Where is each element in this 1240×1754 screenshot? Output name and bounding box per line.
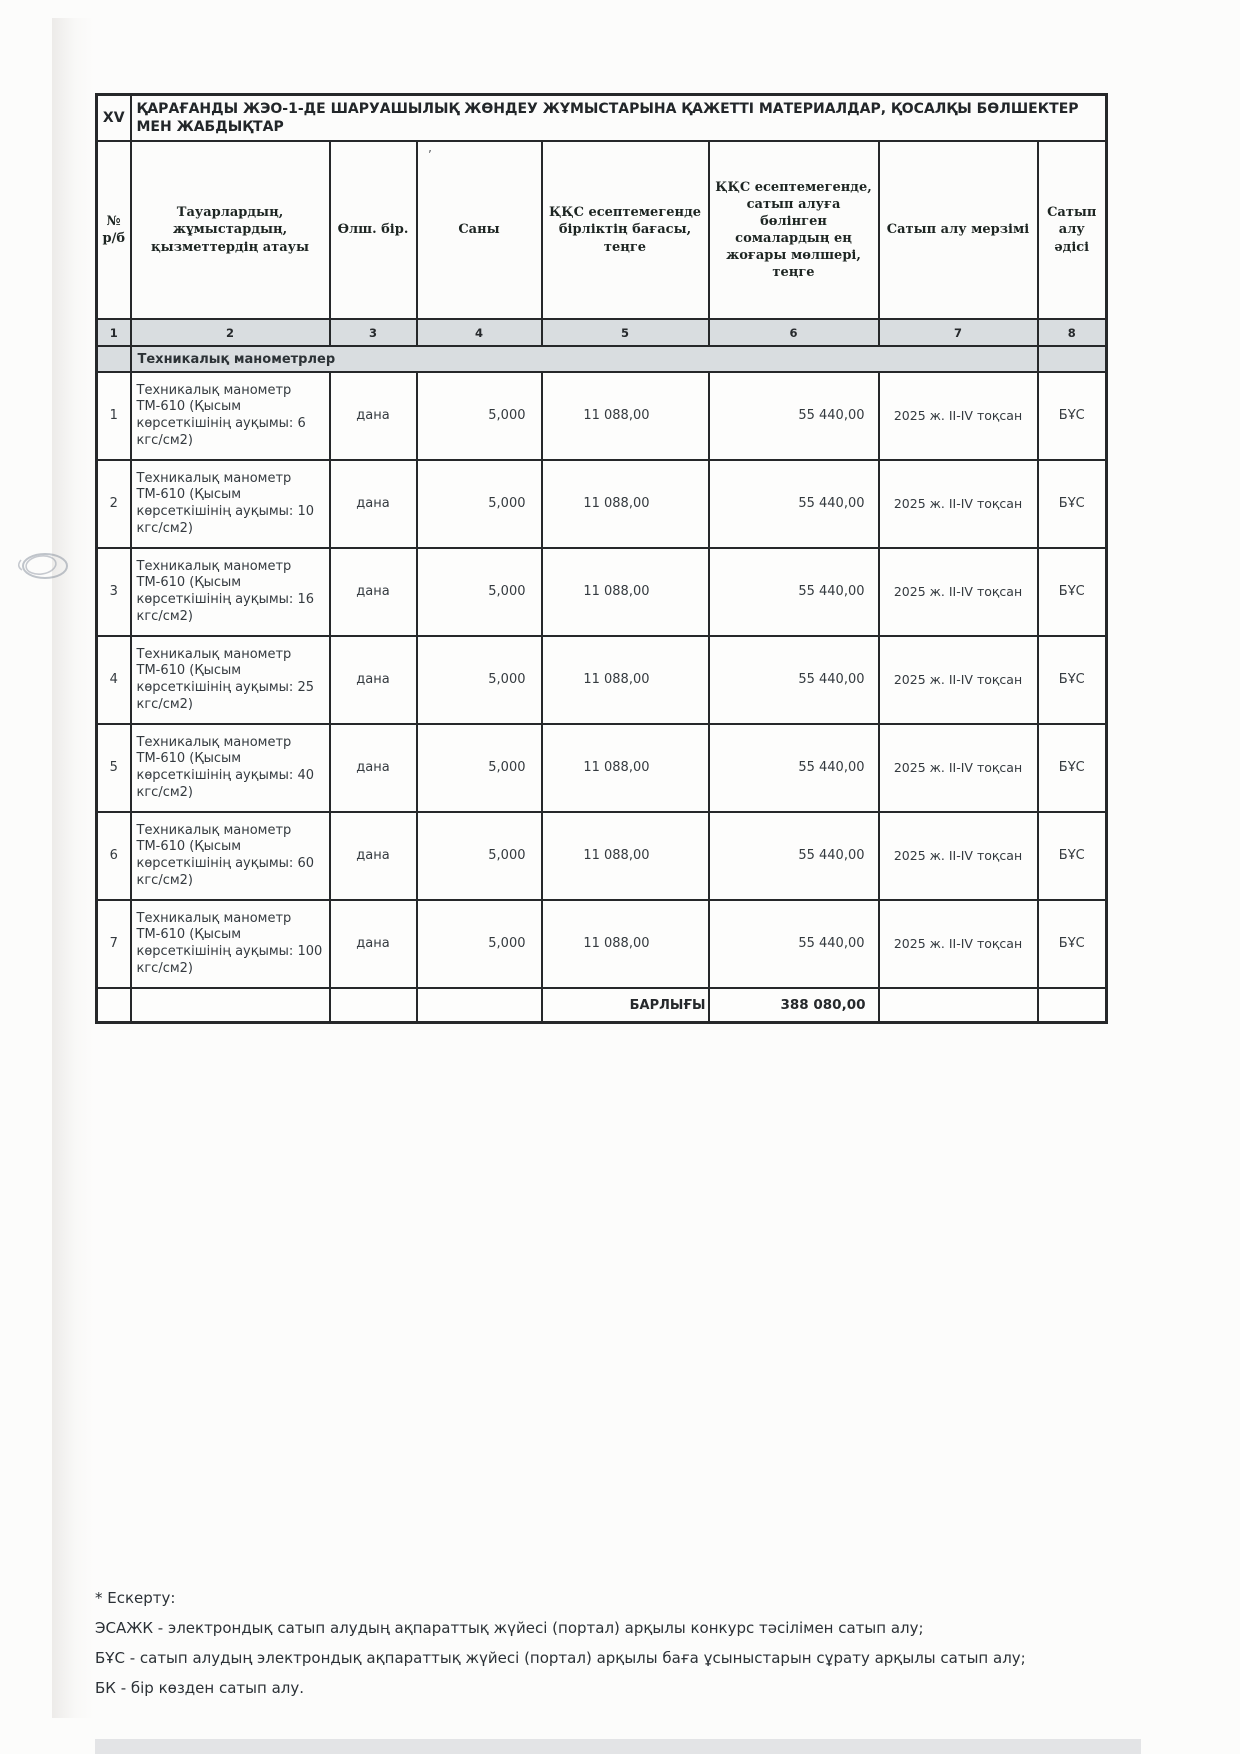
cell-item-name: Техникалық манометр ТМ-610 (Қысым көрсеткішінің ауқымы: 100 кгс/см2): [131, 900, 330, 988]
cell-term: 2025 ж. II-IV тоқсан: [879, 724, 1038, 812]
cell-item-name: Техникалық манометр ТМ-610 (Қысым көрсеткішінің ауқымы: 25 кгс/см2): [131, 636, 330, 724]
column-number-8: 8: [1038, 319, 1107, 346]
procurement-table-wrapper: [95, 93, 1108, 1024]
column-header-7: Сатып алу мерзімі: [879, 141, 1038, 319]
table-row: [97, 724, 1107, 812]
cell-unit: дана: [330, 636, 417, 724]
cell-term: 2025 ж. II-IV тоқсан: [879, 548, 1038, 636]
cell-term: 2025 ж. II-IV тоқсан: [879, 812, 1038, 900]
cell-method: БҰС: [1038, 460, 1107, 548]
cell-unit: дана: [330, 812, 417, 900]
cell-row-number: 5: [97, 724, 131, 812]
total-empty-cell: [1038, 988, 1107, 1023]
cell-item-name: Техникалық манометр ТМ-610 (Қысым көрсеткішінің ауқымы: 6 кгс/см2): [131, 372, 330, 460]
column-number-3: 3: [330, 319, 417, 346]
column-header-5: ҚҚС есептемегенде бірліктің бағасы, теңге: [542, 141, 709, 319]
cell-item-name: Техникалық манометр ТМ-610 (Қысым көрсеткішінің ауқымы: 10 кгс/см2): [131, 460, 330, 548]
column-number-1: 1: [97, 319, 131, 346]
cell-term: 2025 ж. II-IV тоқсан: [879, 460, 1038, 548]
cell-row-number: 4: [97, 636, 131, 724]
header-row: [97, 141, 1107, 319]
cell-max-sum: 55 440,00: [709, 724, 879, 812]
cell-method: БҰС: [1038, 900, 1107, 988]
scan-bottom-strip: [95, 1739, 1141, 1754]
cell-item-name: Техникалық манометр ТМ-610 (Қысым көрсеткішінің ауқымы: 40 кгс/см2): [131, 724, 330, 812]
total-empty-cell: [417, 988, 542, 1023]
column-number-7: 7: [879, 319, 1038, 346]
cell-unit-price: 11 088,00: [542, 724, 709, 812]
footnotes-title: * Ескерту:: [95, 1589, 176, 1607]
cell-unit-price: 11 088,00: [542, 460, 709, 548]
footnote-line: БҰС - сатып алудың электрондық ақпараттық жүйесі (портал) арқылы баға ұсыныстарын сұрату арқылы сатып алу;: [95, 1649, 1026, 1667]
cell-unit: дана: [330, 548, 417, 636]
cell-max-sum: 55 440,00: [709, 548, 879, 636]
table-row: [97, 900, 1107, 988]
total-row: [97, 988, 1107, 1023]
cell-row-number: 2: [97, 460, 131, 548]
footnote-line: БК - бір көзден сатып алу.: [95, 1679, 305, 1697]
column-header-6: ҚҚС есептемегенде, сатып алуға бөлінген сомалардың ең жоғары мөлшері, теңге: [709, 141, 879, 319]
table-body: [97, 95, 1107, 1023]
page-title: ҚАРАҒАНДЫ ЖЭО-1-ДЕ ШАРУАШЫЛЫҚ ЖӨНДЕУ ЖҰМЫСТАРЫНА ҚАЖЕТТІ МАТЕРИАЛДАР, ҚОСАЛҚЫ БӨЛШЕКТЕР МЕН ЖАБДЫҚТАР: [131, 95, 1107, 142]
cell-item-name: Техникалық манометр ТМ-610 (Қысым көрсеткішінің ауқымы: 60 кгс/см2): [131, 812, 330, 900]
column-header-1: № р/б: [97, 141, 131, 319]
cell-unit-price: 11 088,00: [542, 548, 709, 636]
footnote-line: ЭСАЖК - электрондық сатып алудың ақпараттық жүйесі (портал) арқылы конкурс тәсілімен сатып алу;: [95, 1619, 924, 1637]
cell-unit: дана: [330, 460, 417, 548]
table-row: [97, 460, 1107, 548]
cell-term: 2025 ж. II-IV тоқсан: [879, 900, 1038, 988]
cell-row-number: 6: [97, 812, 131, 900]
cell-max-sum: 55 440,00: [709, 636, 879, 724]
column-number-5: 5: [542, 319, 709, 346]
table-row: [97, 636, 1107, 724]
total-value: 388 080,00: [709, 988, 879, 1023]
total-label: БАРЛЫҒЫ: [542, 988, 709, 1023]
cell-unit-price: 11 088,00: [542, 372, 709, 460]
cell-max-sum: 55 440,00: [709, 900, 879, 988]
cell-quantity: 5,000: [417, 636, 542, 724]
cell-quantity: 5,000: [417, 900, 542, 988]
total-empty-cell: [879, 988, 1038, 1023]
footnotes-lines: [95, 1613, 1175, 1703]
cell-max-sum: 55 440,00: [709, 460, 879, 548]
cell-method: БҰС: [1038, 636, 1107, 724]
cell-quantity: 5,000: [417, 548, 542, 636]
column-header-3: Өлш. бір.: [330, 141, 417, 319]
title-row: [97, 95, 1107, 142]
column-header-8: Сатып алу әдісі: [1038, 141, 1107, 319]
column-numbers-row: [97, 319, 1107, 346]
cell-max-sum: 55 440,00: [709, 812, 879, 900]
cell-quantity: 5,000: [417, 812, 542, 900]
cell-method: БҰС: [1038, 372, 1107, 460]
procurement-table: [95, 93, 1108, 1024]
table-row: [97, 372, 1107, 460]
cell-unit-price: 11 088,00: [542, 900, 709, 988]
section-row-label: Техникалық манометрлер: [131, 346, 1038, 372]
cell-term: 2025 ж. II-IV тоқсан: [879, 372, 1038, 460]
table-row: [97, 548, 1107, 636]
footnotes: [95, 1583, 1175, 1703]
column-number-2: 2: [131, 319, 330, 346]
cell-quantity: 5,000: [417, 372, 542, 460]
cell-method: БҰС: [1038, 724, 1107, 812]
section-number: XV: [97, 95, 131, 142]
column-number-6: 6: [709, 319, 879, 346]
cell-unit: дана: [330, 372, 417, 460]
cell-item-name: Техникалық манометр ТМ-610 (Қысым көрсеткішінің ауқымы: 16 кгс/см2): [131, 548, 330, 636]
column-header-2: Тауарлардың, жұмыстардың, қызметтердің атауы: [131, 141, 330, 319]
cell-method: БҰС: [1038, 548, 1107, 636]
total-empty-cell: [330, 988, 417, 1023]
cell-row-number: 3: [97, 548, 131, 636]
cell-quantity: 5,000: [417, 724, 542, 812]
cell-row-number: 1: [97, 372, 131, 460]
scan-speck: ’: [428, 148, 432, 162]
scan-edge-shadow: [52, 18, 94, 1718]
column-number-4: 4: [417, 319, 542, 346]
cell-term: 2025 ж. II-IV тоқсан: [879, 636, 1038, 724]
cell-unit-price: 11 088,00: [542, 812, 709, 900]
table-row: [97, 812, 1107, 900]
total-empty-cell: [131, 988, 330, 1023]
scan-spiral-artifact: [12, 546, 74, 586]
cell-unit-price: 11 088,00: [542, 636, 709, 724]
total-empty-cell: [97, 988, 131, 1023]
cell-max-sum: 55 440,00: [709, 372, 879, 460]
section-row-empty-cell: [1038, 346, 1107, 372]
section-row-empty-cell: [97, 346, 131, 372]
section-row: [97, 346, 1107, 372]
cell-method: БҰС: [1038, 812, 1107, 900]
cell-unit: дана: [330, 724, 417, 812]
cell-unit: дана: [330, 900, 417, 988]
column-header-4: Саны: [417, 141, 542, 319]
cell-quantity: 5,000: [417, 460, 542, 548]
cell-row-number: 7: [97, 900, 131, 988]
